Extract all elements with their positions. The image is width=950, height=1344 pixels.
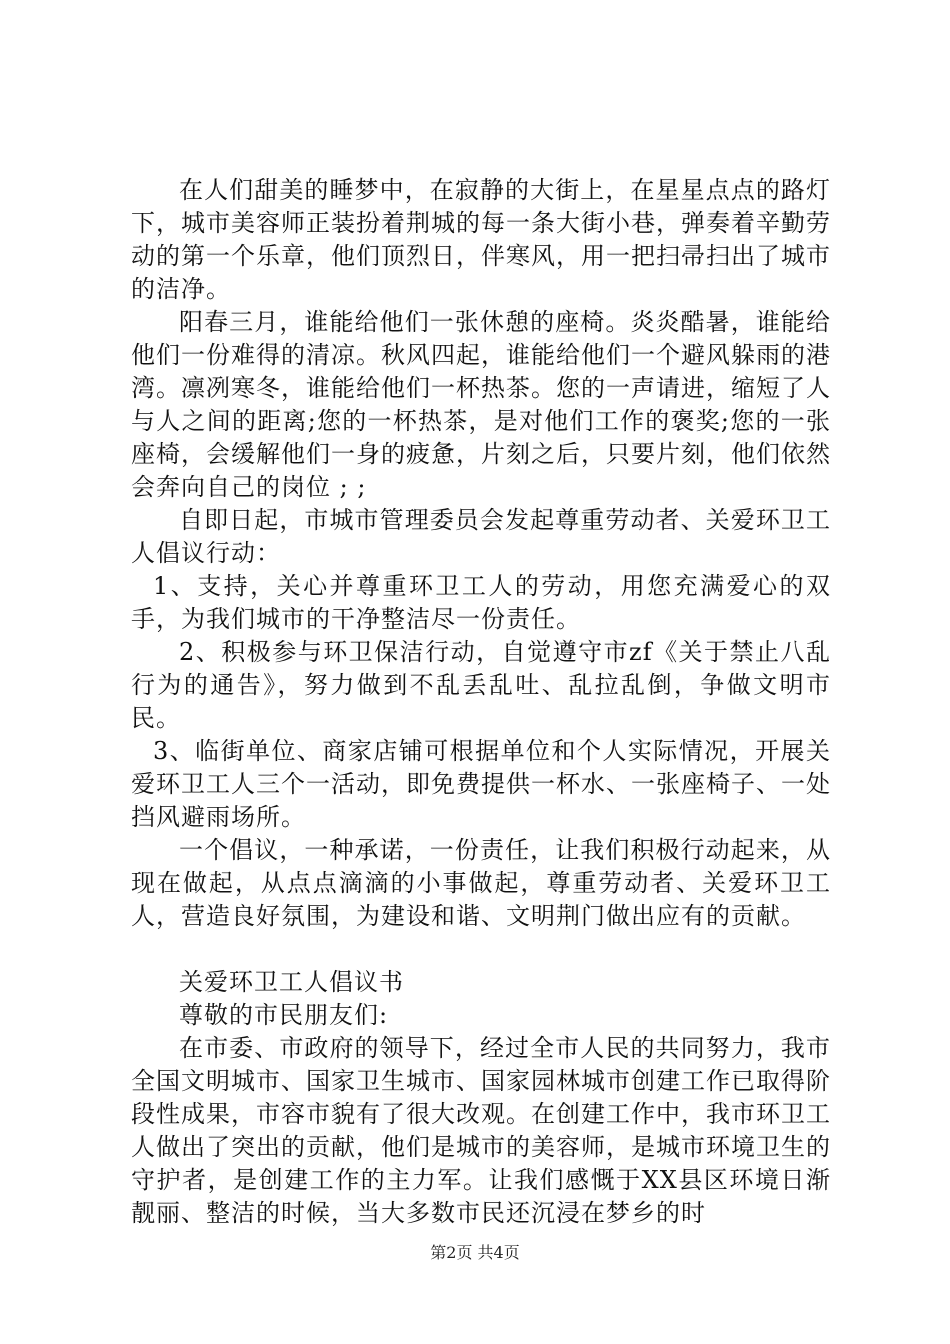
spacer xyxy=(131,933,831,966)
list-item: 1、支持，关心并尊重环卫工人的劳动，用您充满爱心的双手，为我们城市的干净整洁尽一份责任。 xyxy=(131,572,831,633)
salutation: 尊敬的市民朋友们: xyxy=(179,1001,389,1029)
document-title: 关爱环卫工人倡议书 xyxy=(179,968,404,996)
page-footer: 第2页 共4页 xyxy=(430,1243,520,1262)
document-body xyxy=(131,174,831,1230)
list-item: 2、积极参与环卫保洁行动，自觉遵守市zf《关于禁止八乱行为的通告》，努力做到不乱丢乱吐、乱拉乱倒，争做文明市民。 xyxy=(131,638,831,732)
list-item: 3、临街单位、商家店铺可根据单位和个人实际情况，开展关爱环卫工人三个一活动，即免费提供一杯水、一张座椅子、一处挡风避雨场所。 xyxy=(131,737,831,831)
paragraph: 阳春三月，谁能给他们一张休憩的座椅。炎炎酷暑，谁能给他们一份难得的清凉。秋风四起，谁能给他们一个避风躲雨的港湾。凛冽寒冬，谁能给他们一杯热茶。您的一声请进，缩短了人与人之间的距离;您的一杯热茶，是对他们工作的褒奖;您的一张座椅，会缓解他们一身的疲惫，片刻之后，只要片刻，他们依然会奔向自己的岗位 ; ; xyxy=(131,308,831,501)
paragraph: 一个倡议，一种承诺，一份责任，让我们积极行动起来，从现在做起，从点点滴滴的小事做起，尊重劳动者、关爱环卫工人，营造良好氛围，为建设和谐、文明荆门做出应有的贡献。 xyxy=(131,836,831,930)
paragraph: 在人们甜美的睡梦中，在寂静的大街上，在星星点点的路灯下，城市美容师正装扮着荆城的每一条大街小巷，弹奏着辛勤劳动的第一个乐章，他们顶烈日，伴寒风，用一把扫帚扫出了城市的洁净。 xyxy=(131,176,831,303)
paragraph: 自即日起，市城市管理委员会发起尊重劳动者、关爱环卫工人倡议行动： xyxy=(131,506,831,567)
paragraph: 在市委、市政府的领导下，经过全市人民的共同努力，我市全国文明城市、国家卫生城市、国家园林城市创建工作已取得阶段性成果，市容市貌有了很大改观。在创建工作中，我市环卫工人做出了突出的贡献，他们是城市的美容师，是城市环境卫生的守护者，是创建工作的主力军。让我们感慨于XX县区环境日渐靓丽、整洁的时候，当大多数市民还沉浸在梦乡的时 xyxy=(131,1034,831,1227)
